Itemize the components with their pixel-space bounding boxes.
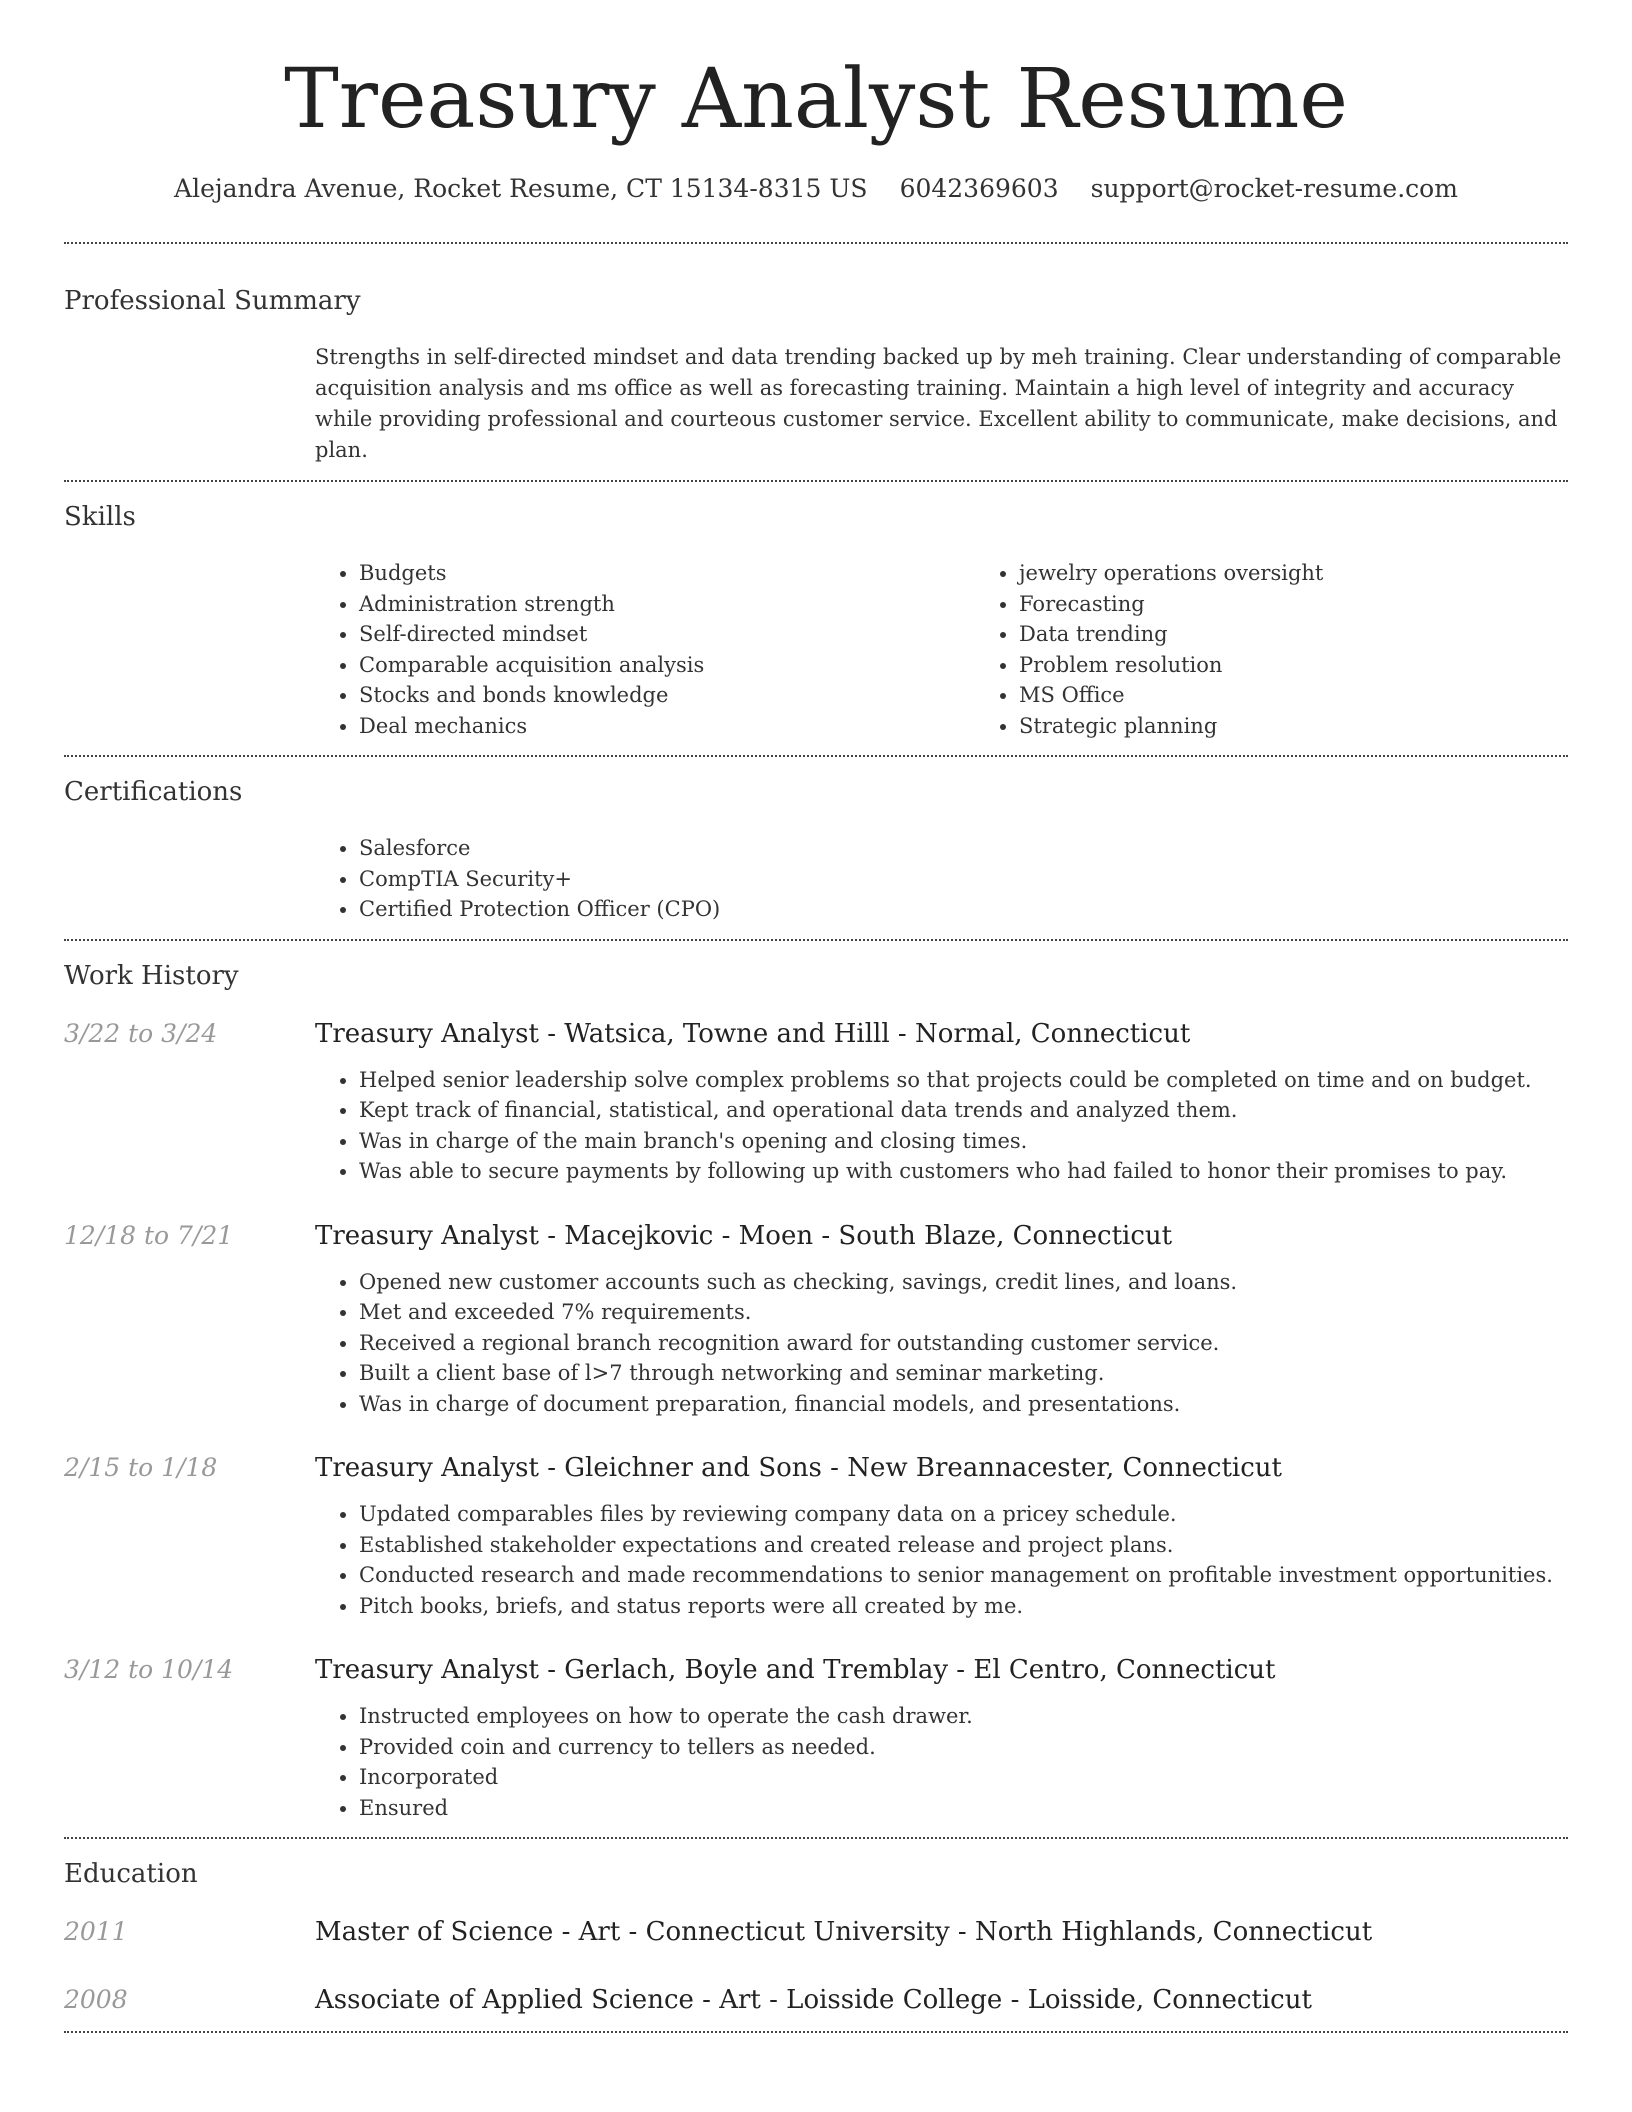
education-title: Master of Science - Art - Connecticut University - North Highlands, Connecticut xyxy=(315,1917,1373,1947)
list-item: • Stocks and bonds knowledge xyxy=(359,680,975,711)
list-item: • Ensured xyxy=(359,1793,1568,1824)
divider xyxy=(64,2031,1568,2033)
job-title: Treasury Analyst - Watsica, Towne and Hilll - Normal, Connecticut xyxy=(315,1018,1191,1049)
list-item: • Helped senior leadership solve complex problems so that projects could be completed on time and on budget. xyxy=(359,1065,1568,1096)
job-dates: 12/18 to 7/21 xyxy=(64,1220,234,1250)
job-bullets xyxy=(315,1065,1568,1187)
job-entry xyxy=(64,1017,1568,1187)
contact-address: Alejandra Avenue, Rocket Resume, CT 15134-8315 US xyxy=(174,174,868,203)
list-item: • Built a client base of l>7 through networking and seminar marketing. xyxy=(359,1358,1568,1389)
list-item: • Forecasting xyxy=(1019,589,1632,620)
education-section xyxy=(64,1839,1568,2031)
job-title: Treasury Analyst - Macejkovic - Moen - South Blaze, Connecticut xyxy=(315,1220,1173,1251)
summary-section xyxy=(64,244,1568,480)
contact-phone: 6042369603 xyxy=(899,174,1059,203)
skills-section xyxy=(64,482,1568,755)
list-item: • jewelry operations oversight xyxy=(1019,558,1632,589)
work-history-heading: Work History xyxy=(64,960,239,991)
list-item: • Was in charge of the main branch's opening and closing times. xyxy=(359,1126,1568,1157)
job-entry xyxy=(64,1653,1568,1823)
resume-title: Treasury Analyst Resume xyxy=(284,52,1348,147)
list-item: • Problem resolution xyxy=(1019,650,1632,681)
education-heading: Education xyxy=(64,1859,198,1889)
skills-heading: Skills xyxy=(64,502,136,532)
list-item: • Was in charge of document preparation, financial models, and presentations. xyxy=(359,1389,1568,1420)
list-item: • Updated comparables files by reviewing company data on a pricey schedule. xyxy=(359,1499,1568,1530)
skills-list-right xyxy=(975,558,1632,741)
list-item: • Pitch books, briefs, and status reports were all created by me. xyxy=(359,1591,1568,1622)
work-history-section xyxy=(64,941,1568,1838)
list-item: • Salesforce xyxy=(359,833,1568,864)
list-item: • Strategic planning xyxy=(1019,711,1632,742)
summary-heading: Professional Summary xyxy=(64,286,361,316)
education-entry xyxy=(64,1915,1568,1949)
list-item: • Conducted research and made recommendations to senior management on profitable investment opportunities. xyxy=(359,1560,1568,1591)
list-item: • Comparable acquisition analysis xyxy=(359,650,975,681)
education-year: 2008 xyxy=(64,1985,128,2014)
list-item: • Provided coin and currency to tellers as needed. xyxy=(359,1732,1568,1763)
certifications-list xyxy=(315,833,1568,925)
skills-list-left xyxy=(315,558,975,741)
education-year: 2011 xyxy=(64,1917,128,1946)
list-item: • Certified Protection Officer (CPO) xyxy=(359,894,1568,925)
contact-line xyxy=(64,172,1568,206)
list-item: • Administration strength xyxy=(359,589,975,620)
education-entry xyxy=(64,1983,1568,2017)
resume-header xyxy=(64,0,1568,206)
certifications-section xyxy=(64,757,1568,939)
list-item: • MS Office xyxy=(1019,680,1632,711)
list-item: • Kept track of financial, statistical, and operational data trends and analyzed them. xyxy=(359,1095,1568,1126)
job-bullets xyxy=(315,1701,1568,1823)
education-title: Associate of Applied Science - Art - Loisside College - Loisside, Connecticut xyxy=(315,1985,1312,2015)
list-item: • Incorporated xyxy=(359,1762,1568,1793)
list-item: • CompTIA Security+ xyxy=(359,864,1568,895)
list-item: • Budgets xyxy=(359,558,975,589)
job-dates: 2/15 to 1/18 xyxy=(64,1453,218,1482)
job-dates: 3/12 to 10/14 xyxy=(64,1655,234,1684)
job-title: Treasury Analyst - Gleichner and Sons - New Breannacester, Connecticut xyxy=(315,1453,1283,1483)
list-item: • Instructed employees on how to operate the cash drawer. xyxy=(359,1701,1568,1732)
list-item: • Opened new customer accounts such as checking, savings, credit lines, and loans. xyxy=(359,1267,1568,1298)
job-bullets xyxy=(315,1499,1568,1621)
contact-email: support@rocket-resume.com xyxy=(1090,174,1458,203)
list-item: • Met and exceeded 7% requirements. xyxy=(359,1297,1568,1328)
list-item: • Received a regional branch recognition award for outstanding customer service. xyxy=(359,1328,1568,1359)
list-item: • Deal mechanics xyxy=(359,711,975,742)
summary-text: Strengths in self-directed mindset and data trending backed up by meh training. Clear understanding of comparable acquisition analysis and ms office as well as forecasting training. Maintain a high level of integrity and accuracy while providing professional and courteous customer service. Excellent ability to communicate, make decisions, and plan. xyxy=(315,345,1562,462)
job-entry xyxy=(64,1219,1568,1420)
list-item: • Self-directed mindset xyxy=(359,619,975,650)
job-title: Treasury Analyst - Gerlach, Boyle and Tremblay - El Centro, Connecticut xyxy=(315,1655,1276,1685)
job-entry xyxy=(64,1451,1568,1621)
list-item: • Established stakeholder expectations and created release and project plans. xyxy=(359,1530,1568,1561)
certifications-heading: Certifications xyxy=(64,777,243,807)
list-item: • Data trending xyxy=(1019,619,1632,650)
job-dates: 3/22 to 3/24 xyxy=(64,1018,218,1048)
job-bullets xyxy=(315,1267,1568,1420)
list-item: • Was able to secure payments by following up with customers who had failed to honor their promises to pay. xyxy=(359,1156,1568,1187)
